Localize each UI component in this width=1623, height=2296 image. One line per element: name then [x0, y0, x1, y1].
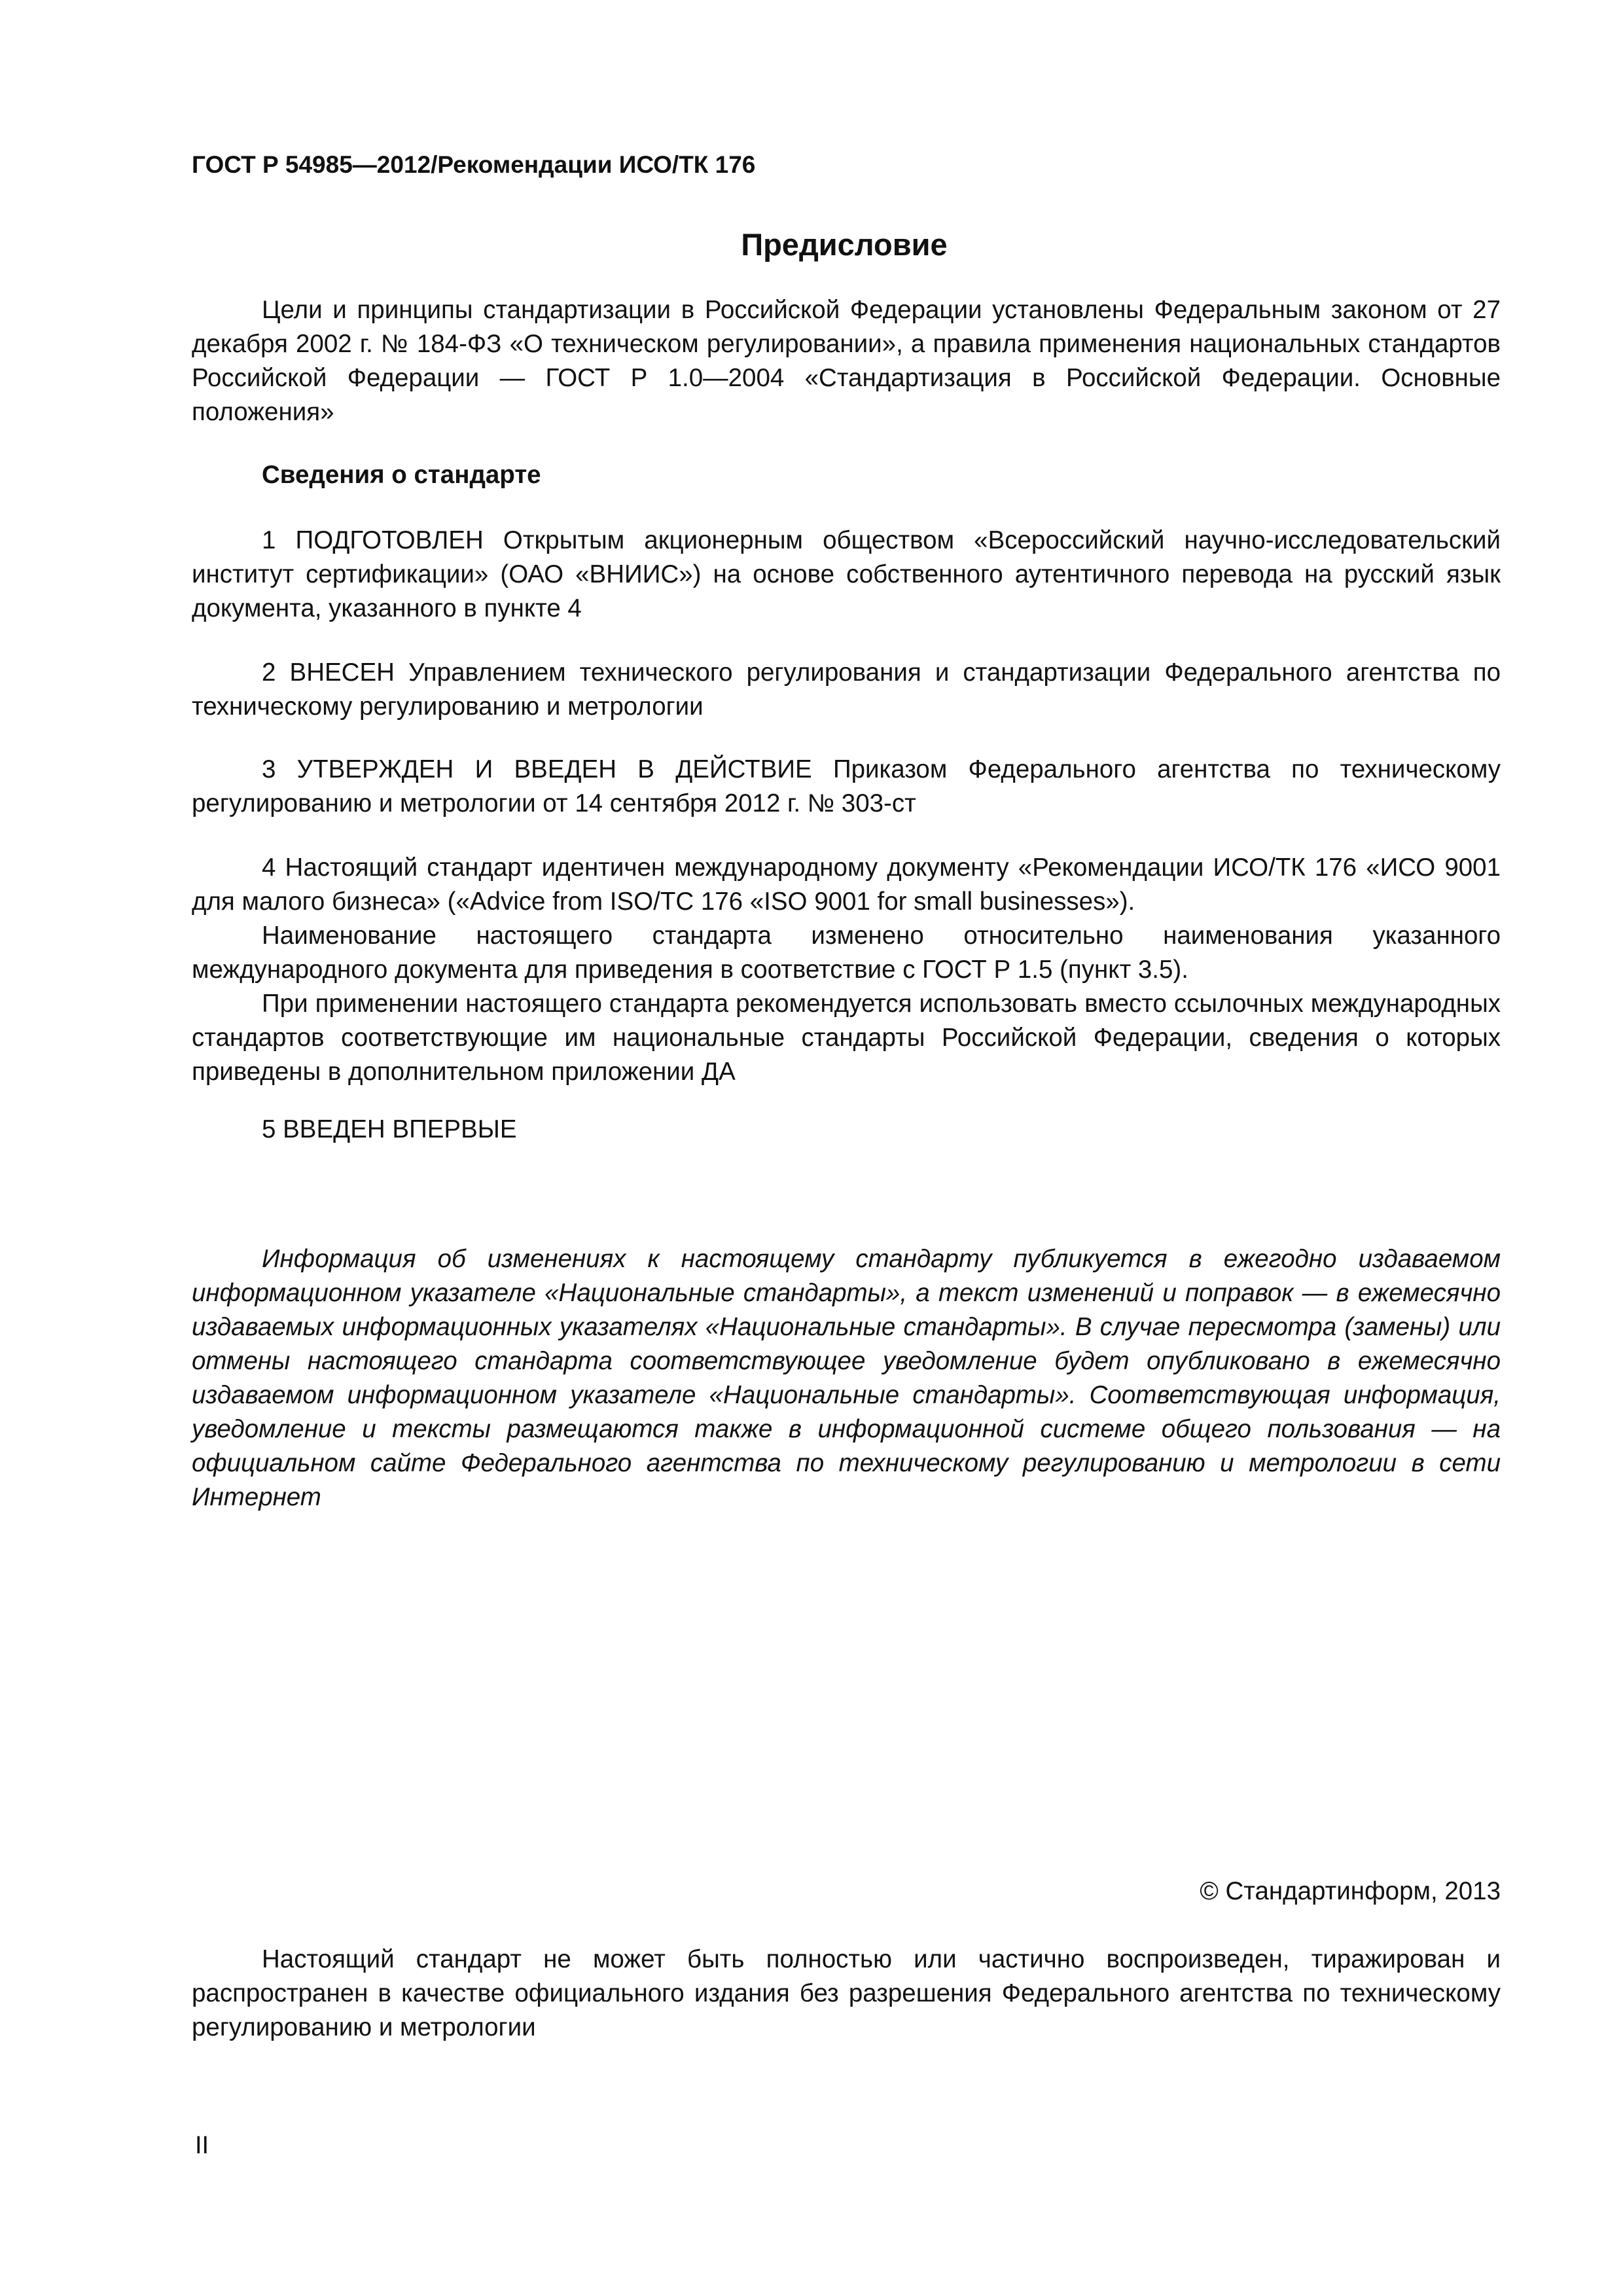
- item-4-section: [192, 851, 1501, 1089]
- info-notice-paragraph: Информация об изменениях к настоящему стандарту публикуется в ежегодно издаваемом информационном указателе «Национальные стандарты», а текст изменений и поправок — в ежемесячно издаваемых информационных указателях «Национальные стандарты». В случае пересмотра (замены) или отмены настоящего стандарта соответствующее уведомление будет опубликовано в ежемесячно издаваемом информационном указателе «Национальные стандарты». Соответствующая информация, уведомление и тексты размещаются также в информационной системе общего пользования — на официальном сайте Федерального агентства по техническому регулированию и метрологии в сети Интернет: [192, 1245, 1501, 1511]
- intro-section: [192, 293, 1501, 429]
- reproduction-notice-section: [192, 1943, 1501, 2045]
- item-5-section: [192, 1113, 1501, 1147]
- item-2-section: [192, 656, 1501, 724]
- item-5-paragraph: 5 ВВЕДЕН ВПЕРВЫЕ: [262, 1115, 517, 1143]
- item-4-paragraph-1: 4 Настоящий стандарт идентичен международному документу «Рекомендации ИСО/ТК 176 «ИСО 9001 для малого бизнеса» («Advice from ISO/TC 176 «ISO 9001 for small businesses»).: [192, 853, 1501, 916]
- document-header: ГОСТ Р 54985—2012/Рекомендации ИСО/ТК 176: [192, 151, 756, 178]
- section-subheading: Сведения о стандарте: [262, 461, 541, 489]
- item-1-section: [192, 524, 1501, 626]
- copyright-notice: © Стандартинформ, 2013: [1200, 1877, 1501, 1905]
- item-4-paragraph-3: При применении настоящего стандарта рекомендуется использовать вместо ссылочных международных стандартов соответствующие им национальные стандарты Российской Федерации, сведения о которых приведены в дополнительном приложении ДА: [192, 990, 1501, 1086]
- item-1-paragraph: 1 ПОДГОТОВЛЕН Открытым акционерным обществом «Всероссийский научно-исследовательский институт сертификации» (ОАО «ВНИИС») на основе собственного аутентичного перевода на русский язык документа, указанного в пункте 4: [192, 526, 1501, 622]
- item-3-section: [192, 753, 1501, 821]
- reproduction-notice-paragraph: Настоящий стандарт не может быть полностью или частично воспроизведен, тиражирован и распространен в качестве официального издания без разрешения Федерального агентства по техническому регулированию и метрологии: [192, 1945, 1501, 2041]
- item-3-paragraph: 3 УТВЕРЖДЕН И ВВЕДЕН В ДЕЙСТВИЕ Приказом Федерального агентства по техническому регулированию и метрологии от 14 сентября 2012 г. № 303-ст: [192, 755, 1501, 817]
- info-notice-section: [192, 1242, 1501, 1515]
- page-title: Предисловие: [741, 227, 948, 262]
- page-number: II: [195, 2132, 209, 2159]
- intro-paragraph: Цели и принципы стандартизации в Российской Федерации установлены Федеральным законом от 27 декабря 2002 г. № 184-ФЗ «О техническом регулировании», а правила применения национальных стандартов Российской Федерации — ГОСТ Р 1.0—2004 «Стандартизация в Российской Федерации. Основные положения»: [192, 296, 1501, 426]
- item-4-paragraph-2: Наименование настоящего стандарта изменено относительно наименования указанного международного документа для приведения в соответствие с ГОСТ Р 1.5 (пункт 3.5).: [192, 922, 1501, 984]
- item-2-paragraph: 2 ВНЕСЕН Управлением технического регулирования и стандартизации Федерального агентства по техническому регулированию и метрологии: [192, 658, 1501, 721]
